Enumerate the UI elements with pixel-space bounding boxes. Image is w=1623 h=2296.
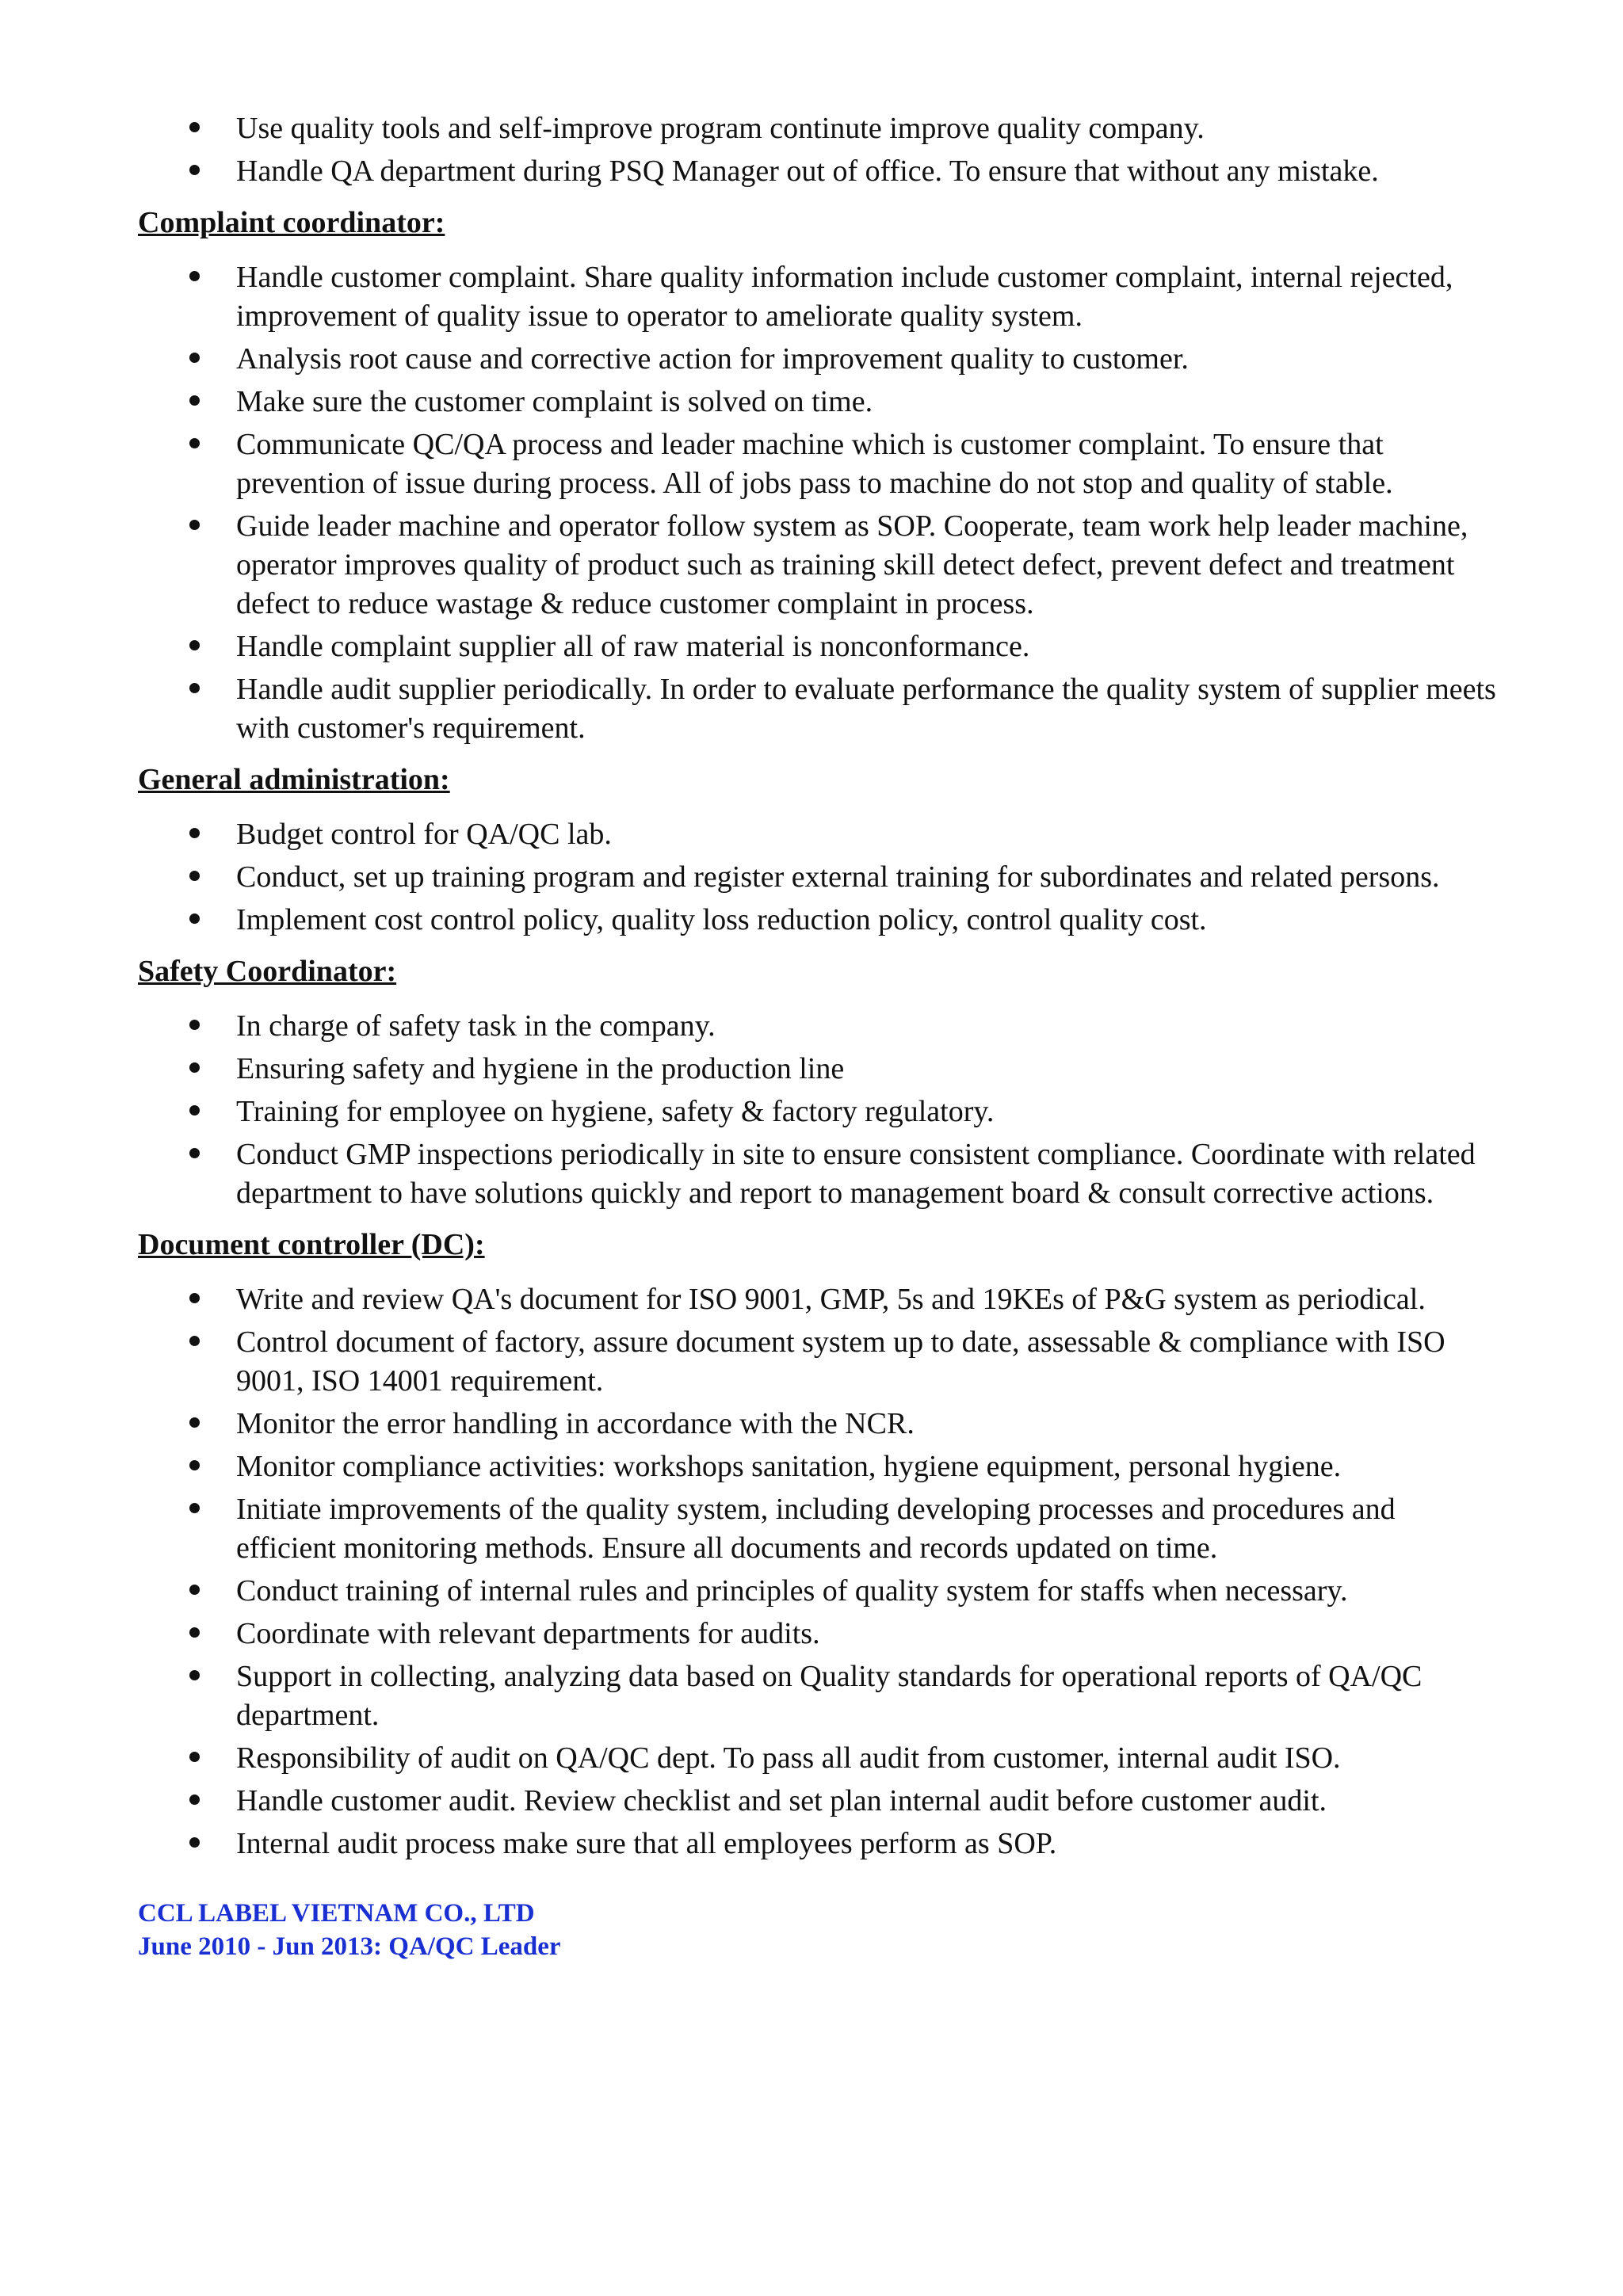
list-item-text: Handle customer audit. Review checklist and set plan internal audit before customer audit. xyxy=(236,1784,1327,1817)
list-item-text: Handle complaint supplier all of raw material is nonconformance. xyxy=(236,630,1030,663)
bullet-icon xyxy=(189,1794,200,1805)
list-item xyxy=(138,1007,1496,1046)
list-item-text: Make sure the customer complaint is solved on time. xyxy=(236,385,873,418)
bullet-icon xyxy=(189,1293,200,1303)
list-item-text: Internal audit process make sure that all employees perform as SOP. xyxy=(236,1827,1057,1860)
section-heading-safety-coordinator: Safety Coordinator: xyxy=(138,955,397,988)
list-item-text: Handle QA department during PSQ Manager out of office. To ensure that without any mistake. xyxy=(236,154,1379,188)
bullet-icon xyxy=(189,1105,200,1116)
list-item-text: In charge of safety task in the company. xyxy=(236,1009,716,1043)
list-item-text: Handle audit supplier periodically. In order to evaluate performance the quality system of supplier meets with customer's requirement. xyxy=(236,673,1496,745)
list-item xyxy=(138,507,1496,624)
list-item-text: Implement cost control policy, quality loss reduction policy, control quality cost. xyxy=(236,903,1207,936)
list-item-text: Communicate QC/QA process and leader machine which is customer complaint. To ensure that prevention of issue during process. All of jobs pass to machine do not stop and quality of stable. xyxy=(236,428,1393,500)
list-item xyxy=(138,670,1496,748)
bullet-icon xyxy=(189,1148,200,1158)
list-item-text: Coordinate with relevant departments for audits. xyxy=(236,1617,820,1650)
list-item xyxy=(138,425,1496,503)
complaint-coordinator-list xyxy=(138,258,1496,748)
bullet-icon xyxy=(189,1460,200,1470)
bullet-icon xyxy=(189,640,200,650)
list-item xyxy=(138,901,1496,940)
list-item-text: Conduct, set up training program and register external training for subordinates and related persons. xyxy=(236,860,1440,894)
bullet-icon xyxy=(189,1336,200,1346)
bullet-icon xyxy=(189,353,200,363)
list-item-text: Budget control for QA/QC lab. xyxy=(236,818,612,851)
list-item-text: Responsibility of audit on QA/QC dept. To pass all audit from customer, internal audit ISO. xyxy=(236,1741,1341,1775)
company-period-role: June 2010 - Jun 2013: QA/QC Leader xyxy=(138,1932,561,1961)
list-item-text: Use quality tools and self-improve program continute improve quality company. xyxy=(236,112,1205,145)
list-item xyxy=(138,1093,1496,1131)
list-item-text: Training for employee on hygiene, safety & factory regulatory. xyxy=(236,1095,995,1128)
section-heading-general-administration: General administration: xyxy=(138,763,450,796)
list-item-text: Conduct training of internal rules and principles of quality system for staffs when necessary. xyxy=(236,1574,1348,1608)
list-item xyxy=(138,1447,1496,1486)
bullet-icon xyxy=(189,1503,200,1513)
list-item xyxy=(138,1782,1496,1821)
list-item-text: Monitor compliance activities: workshops sanitation, hygiene equipment, personal hygiene. xyxy=(236,1450,1342,1483)
list-item-text: Ensuring safety and hygiene in the production line xyxy=(236,1052,845,1085)
list-item-text: Write and review QA's document for ISO 9001, GMP, 5s and 19KEs of P&G system as periodical. xyxy=(236,1283,1426,1316)
list-item-text: Guide leader machine and operator follow system as SOP. Cooperate, team work help leader machine, operator improves quality of product such as training skill detect defect, prevent defect and treatment defect to reduce wastage & reduce customer complaint in process. xyxy=(236,509,1468,620)
safety-coordinator-list xyxy=(138,1007,1496,1213)
list-item xyxy=(138,1405,1496,1444)
section-heading-document-controller: Document controller (DC): xyxy=(138,1228,485,1261)
document-controller-list xyxy=(138,1280,1496,1863)
bullet-icon xyxy=(189,1062,200,1073)
list-item xyxy=(138,1490,1496,1568)
bullet-icon xyxy=(189,395,200,406)
company-name: CCL LABEL VIETNAM CO., LTD xyxy=(138,1899,535,1928)
list-item xyxy=(138,1739,1496,1778)
bullet-icon xyxy=(189,1752,200,1762)
list-item-text: Conduct GMP inspections periodically in site to ensure consistent compliance. Coordinate with related department to have solutions quickly and report to management board & consult corrective actions. xyxy=(236,1138,1476,1210)
list-item xyxy=(138,1135,1496,1213)
list-item xyxy=(138,1657,1496,1735)
bullet-icon xyxy=(189,122,200,132)
bullet-icon xyxy=(189,683,200,693)
list-item xyxy=(138,1280,1496,1319)
bullet-icon xyxy=(189,1417,200,1428)
bullet-icon xyxy=(189,828,200,838)
section-heading-complaint-coordinator: Complaint coordinator: xyxy=(138,206,445,239)
bullet-icon xyxy=(189,438,200,448)
company-block xyxy=(138,1897,1496,1963)
list-item-text: Support in collecting, analyzing data based on Quality standards for operational reports of QA/QC department. xyxy=(236,1660,1423,1732)
bullet-icon xyxy=(189,1020,200,1030)
bullet-icon xyxy=(189,1670,200,1680)
list-item xyxy=(138,258,1496,336)
bullet-icon xyxy=(189,165,200,175)
bullet-icon xyxy=(189,1627,200,1638)
list-item xyxy=(138,1572,1496,1611)
list-item-text: Handle customer complaint. Share quality information include customer complaint, internal rejected, improvement of quality issue to operator to ameliorate quality system. xyxy=(236,261,1453,333)
list-item xyxy=(138,1825,1496,1863)
bullet-icon xyxy=(189,871,200,881)
bullet-icon xyxy=(189,520,200,530)
list-item xyxy=(138,627,1496,666)
list-item xyxy=(138,858,1496,897)
bullet-icon xyxy=(189,271,200,281)
list-item-text: Analysis root cause and corrective action for improvement quality to customer. xyxy=(236,342,1189,376)
list-item xyxy=(138,109,1496,148)
list-item-text: Control document of factory, assure document system up to date, assessable & compliance with ISO 9001, ISO 14001 requirement. xyxy=(236,1325,1445,1398)
list-item xyxy=(138,340,1496,379)
bullet-icon xyxy=(189,1837,200,1848)
list-item xyxy=(138,383,1496,421)
list-item xyxy=(138,1050,1496,1089)
list-item-text: Monitor the error handling in accordance with the NCR. xyxy=(236,1407,915,1440)
intro-bullet-list xyxy=(138,109,1496,191)
list-item xyxy=(138,815,1496,854)
list-item xyxy=(138,152,1496,191)
bullet-icon xyxy=(189,1585,200,1595)
general-administration-list xyxy=(138,815,1496,940)
list-item-text: Initiate improvements of the quality system, including developing processes and procedures and efficient monitoring methods. Ensure all documents and records updated on time. xyxy=(236,1493,1396,1565)
bullet-icon xyxy=(189,913,200,924)
list-item xyxy=(138,1323,1496,1401)
list-item xyxy=(138,1615,1496,1653)
